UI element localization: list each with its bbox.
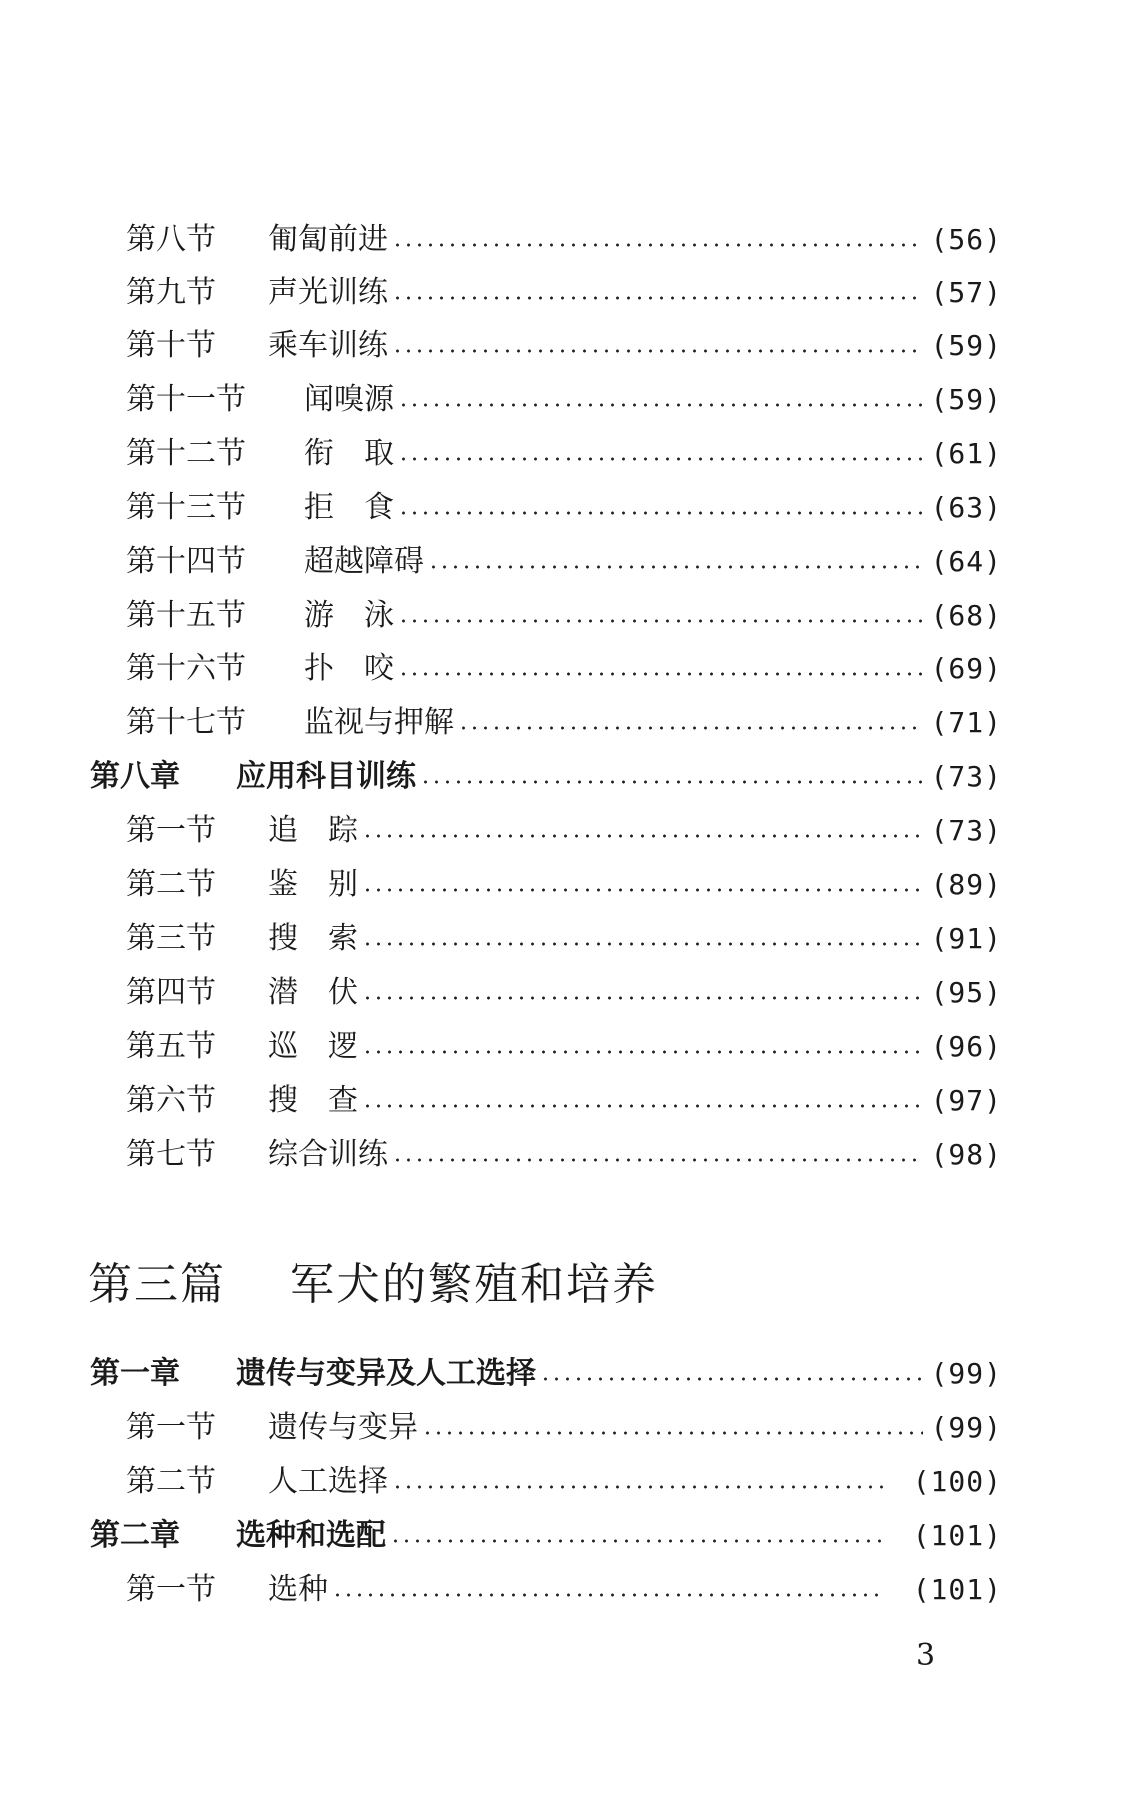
entry-title: 选种	[268, 1572, 328, 1607]
entry-page: (59)	[930, 383, 1002, 416]
dot-leader	[428, 565, 923, 569]
toc-entry[interactable]	[126, 1081, 1002, 1121]
entry-number: 第一节	[126, 1572, 216, 1607]
entry-page: (59)	[930, 329, 1002, 362]
entry-title: 闻嗅源	[304, 382, 394, 417]
entry-page: (99)	[930, 1357, 1002, 1390]
dot-leader	[392, 349, 923, 353]
dot-leader	[362, 888, 923, 892]
dot-leader	[362, 1050, 923, 1054]
dot-leader	[458, 726, 923, 730]
entry-page: (63)	[930, 491, 1002, 524]
entry-number: 第八节	[126, 222, 216, 257]
dot-leader	[398, 672, 923, 676]
toc-entry[interactable]	[126, 703, 1002, 743]
dot-leader	[398, 511, 923, 515]
toc-entry[interactable]	[126, 865, 1002, 905]
dot-leader	[362, 834, 923, 838]
toc-entry[interactable]	[126, 1408, 1002, 1448]
entry-title: 鉴 别	[268, 867, 358, 902]
toc-entry[interactable]	[126, 542, 1002, 582]
entry-page: (101)	[912, 1573, 1002, 1606]
toc-chapter-entry[interactable]	[90, 757, 1002, 797]
entry-number: 第五节	[126, 1029, 216, 1064]
entry-number: 第十四节	[126, 544, 246, 579]
entry-number: 第二节	[126, 1464, 216, 1499]
entry-number: 第二节	[126, 867, 216, 902]
chapter-number: 第八章	[90, 759, 180, 794]
dot-leader	[392, 243, 923, 247]
dot-leader	[398, 457, 923, 461]
toc-entry[interactable]	[126, 1135, 1002, 1175]
entry-page: (91)	[930, 922, 1002, 955]
entry-page: (101)	[912, 1519, 1002, 1552]
entry-page: (89)	[930, 868, 1002, 901]
entry-title: 搜 索	[268, 921, 358, 956]
toc-entry[interactable]	[126, 811, 1002, 851]
entry-title: 人工选择	[268, 1464, 388, 1499]
entry-page: (99)	[930, 1411, 1002, 1444]
toc-entry[interactable]	[126, 1027, 1002, 1067]
part-heading	[88, 1255, 658, 1315]
entry-title: 乘车训练	[268, 328, 388, 363]
toc-entry[interactable]	[126, 1570, 1002, 1610]
entry-title: 拒 食	[304, 490, 394, 525]
entry-page: (98)	[930, 1138, 1002, 1171]
entry-page: (97)	[930, 1084, 1002, 1117]
toc-chapter-entry[interactable]	[90, 1354, 1002, 1394]
entry-title: 匍匐前进	[268, 222, 388, 257]
dot-leader	[422, 1431, 923, 1435]
dot-leader	[398, 403, 923, 407]
chapter-title: 应用科目训练	[236, 759, 416, 794]
entry-number: 第一节	[126, 813, 216, 848]
toc-entry[interactable]	[126, 973, 1002, 1013]
entry-page: (96)	[930, 1030, 1002, 1063]
entry-title: 巡 逻	[268, 1029, 358, 1064]
part-title: 军犬的繁殖和培养	[290, 1259, 658, 1310]
chapter-number: 第二章	[90, 1518, 180, 1553]
entry-page: (73)	[930, 814, 1002, 847]
entry-page: (73)	[930, 760, 1002, 793]
dot-leader	[390, 1539, 885, 1543]
entry-page: (69)	[930, 652, 1002, 685]
chapter-number: 第一章	[90, 1356, 180, 1391]
part-number: 第三篇	[88, 1259, 226, 1310]
entry-title: 超越障碍	[304, 544, 424, 579]
entry-number: 第一节	[126, 1410, 216, 1445]
dot-leader	[392, 1485, 885, 1489]
entry-page: (100)	[912, 1465, 1002, 1498]
toc-entry[interactable]	[126, 488, 1002, 528]
entry-number: 第十五节	[126, 598, 246, 633]
toc-entry[interactable]	[126, 649, 1002, 689]
toc-entry[interactable]	[126, 434, 1002, 474]
entry-number: 第九节	[126, 275, 216, 310]
entry-page: (64)	[930, 545, 1002, 578]
toc-entry[interactable]	[126, 326, 1002, 366]
entry-number: 第三节	[126, 921, 216, 956]
entry-title: 搜 查	[268, 1083, 358, 1118]
entry-title: 综合训练	[268, 1137, 388, 1172]
entry-page: (71)	[930, 706, 1002, 739]
entry-page: (61)	[930, 437, 1002, 470]
entry-number: 第十三节	[126, 490, 246, 525]
dot-leader	[332, 1593, 885, 1597]
entry-title: 扑 咬	[304, 651, 394, 686]
dot-leader	[362, 1104, 923, 1108]
entry-title: 监视与押解	[304, 705, 454, 740]
entry-number: 第四节	[126, 975, 216, 1010]
toc-entry[interactable]	[126, 919, 1002, 959]
dot-leader	[392, 296, 923, 300]
chapter-title: 遗传与变异及人工选择	[236, 1356, 536, 1391]
dot-leader	[540, 1377, 923, 1381]
entry-page: (56)	[930, 223, 1002, 256]
entry-title: 追 踪	[268, 813, 358, 848]
entry-number: 第十一节	[126, 382, 246, 417]
page-number: 3	[916, 1638, 936, 1673]
dot-leader	[392, 1158, 923, 1162]
entry-page: (95)	[930, 976, 1002, 1009]
entry-number: 第十节	[126, 328, 216, 363]
entry-page: (57)	[930, 276, 1002, 309]
toc-entry[interactable]	[126, 380, 1002, 420]
toc-entry[interactable]	[126, 273, 1002, 313]
entry-number: 第十六节	[126, 651, 246, 686]
entry-number: 第六节	[126, 1083, 216, 1118]
dot-leader	[398, 619, 923, 623]
entry-title: 潜 伏	[268, 975, 358, 1010]
entry-number: 第七节	[126, 1137, 216, 1172]
chapter-title: 选种和选配	[236, 1518, 386, 1553]
entry-title: 游 泳	[304, 598, 394, 633]
toc-entry[interactable]	[126, 220, 1002, 260]
entry-title: 遗传与变异	[268, 1410, 418, 1445]
toc-entry[interactable]	[126, 596, 1002, 636]
entry-title: 衔 取	[304, 436, 394, 471]
entry-number: 第十二节	[126, 436, 246, 471]
toc-entry[interactable]	[126, 1462, 1002, 1502]
dot-leader	[420, 780, 923, 784]
entry-page: (68)	[930, 599, 1002, 632]
dot-leader	[362, 996, 923, 1000]
dot-leader	[362, 942, 923, 946]
entry-number: 第十七节	[126, 705, 246, 740]
entry-title: 声光训练	[268, 275, 388, 310]
toc-chapter-entry[interactable]	[90, 1516, 1002, 1556]
